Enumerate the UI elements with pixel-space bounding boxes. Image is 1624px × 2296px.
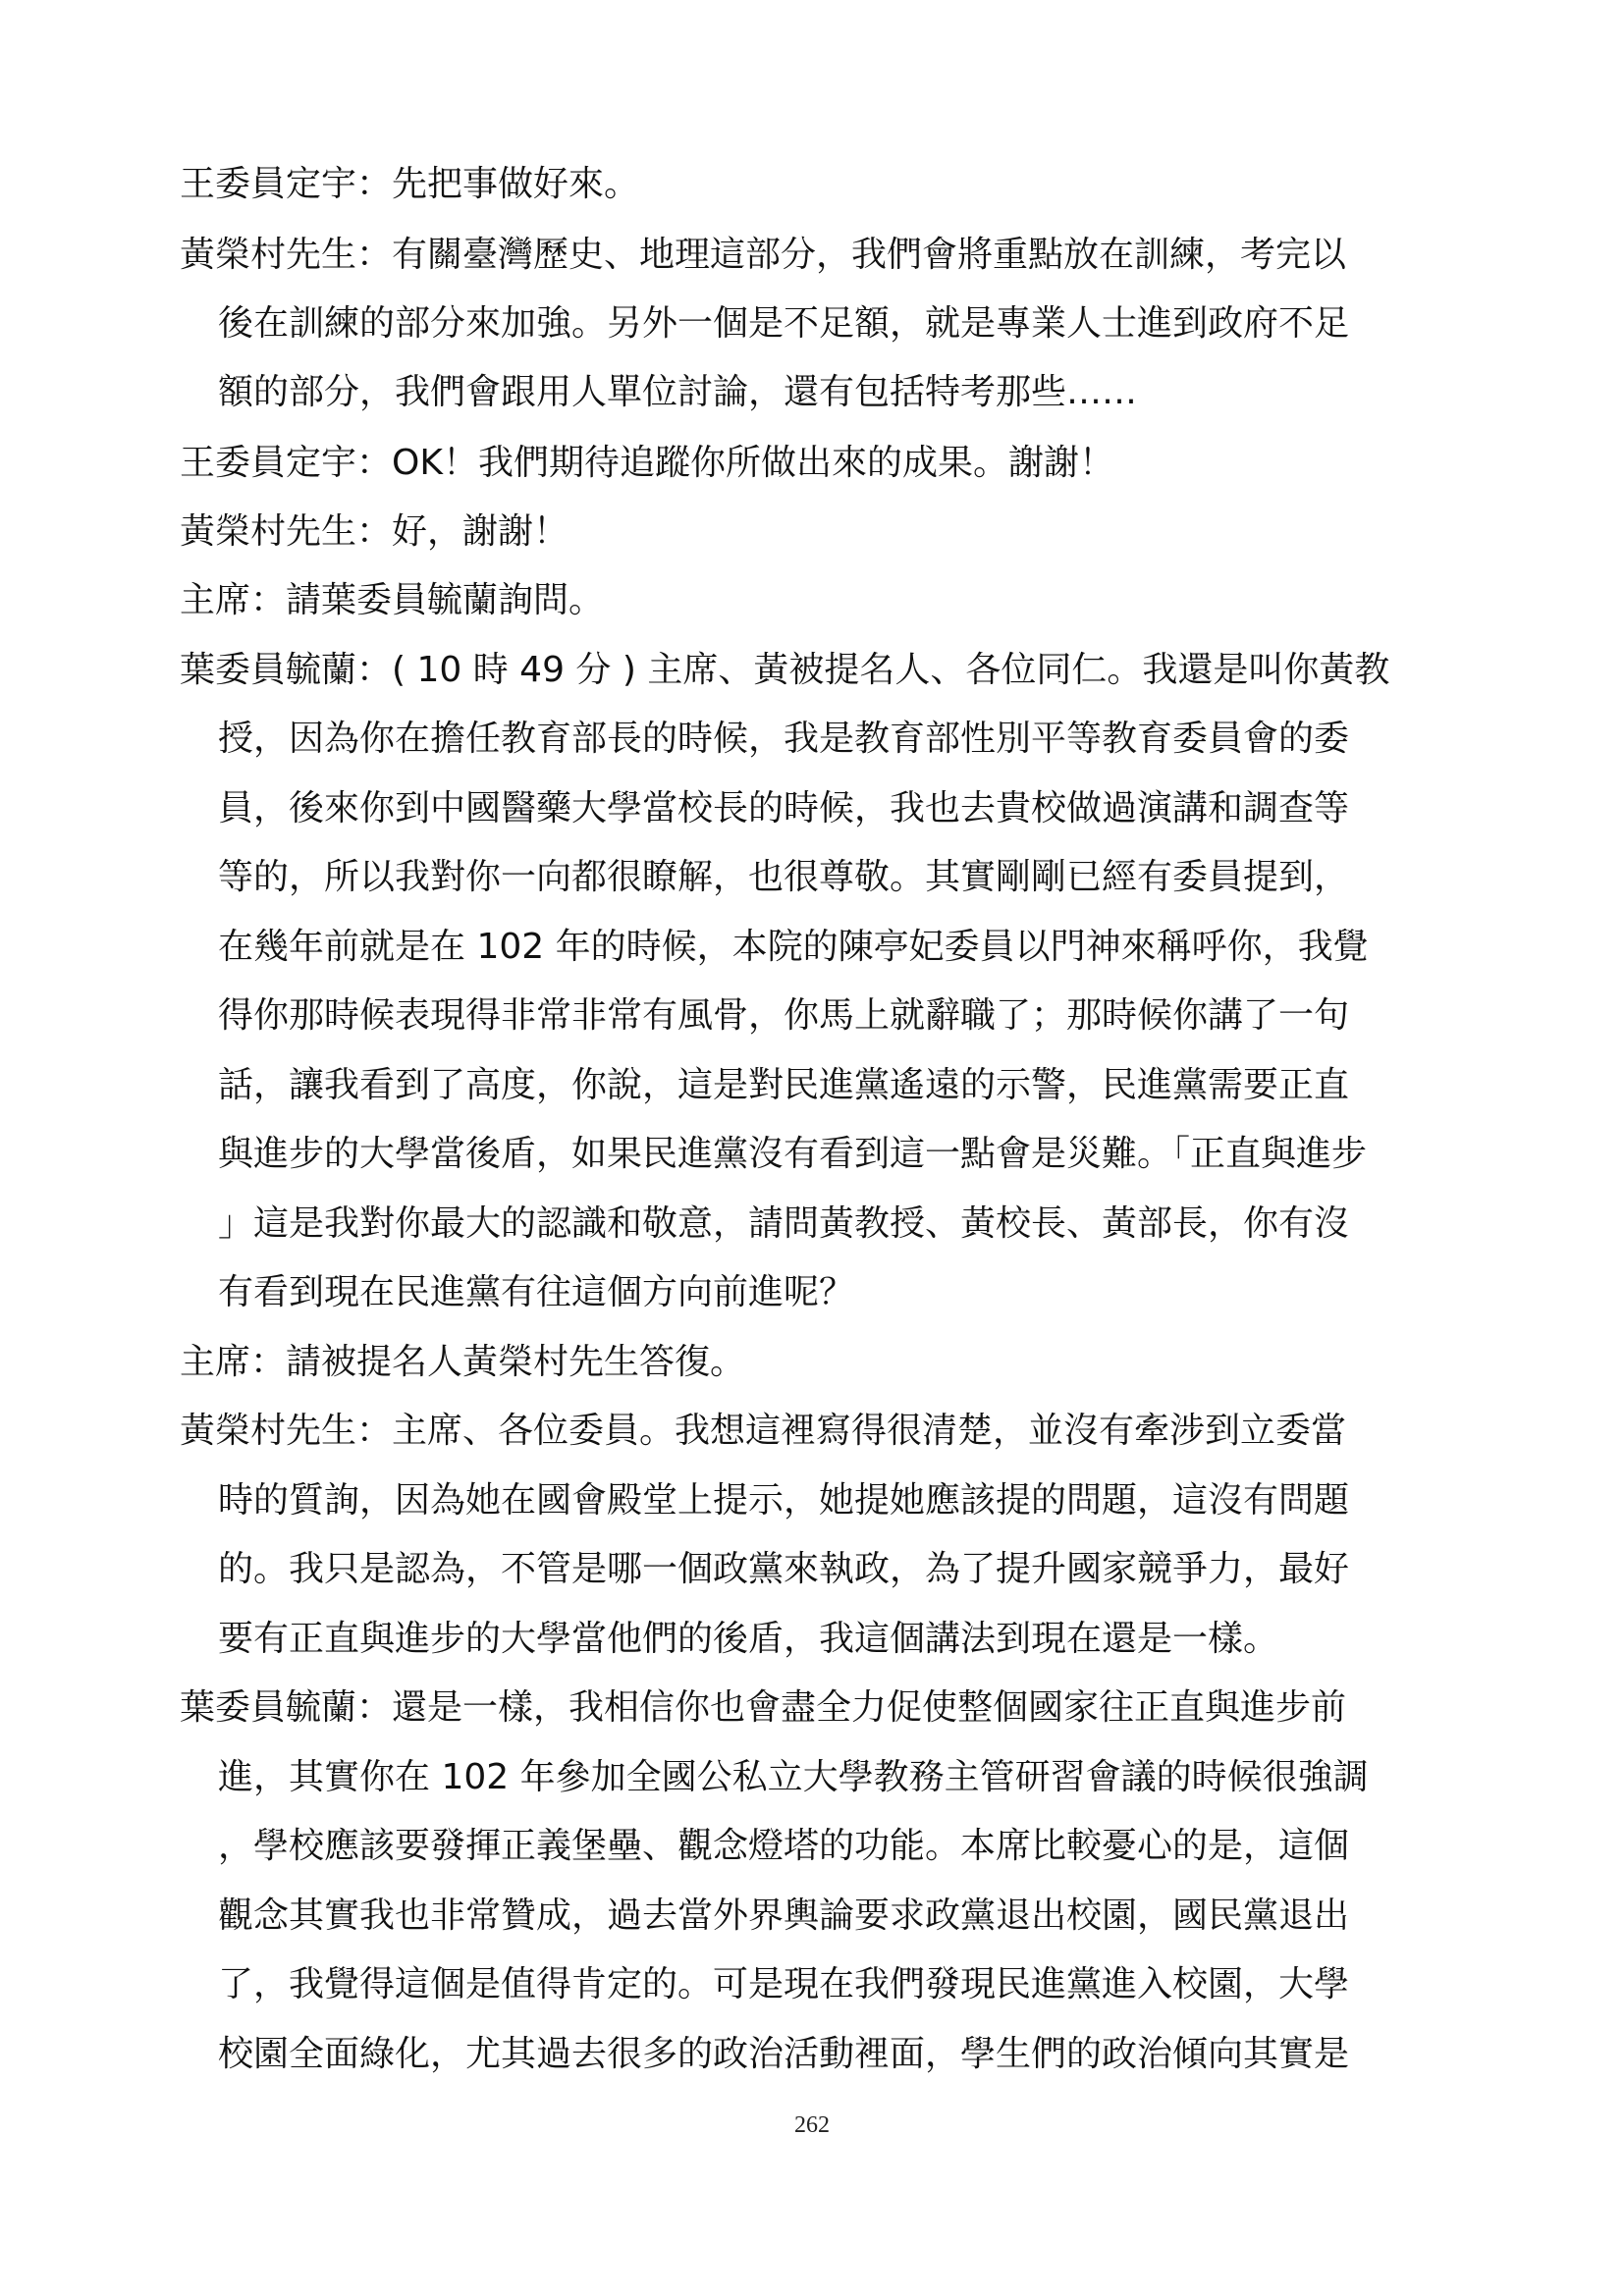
transcript-line: 黃榮村先生：好，謝謝！	[180, 511, 569, 552]
transcript-line: 王委員定宇：OK！我們期待追蹤你所做出來的成果。謝謝！	[180, 443, 1114, 483]
transcript-line: 葉委員毓蘭：還是一樣，我相信你也會盡全力促使整個國家往正直與進步前	[180, 1687, 1347, 1728]
transcript-line: 葉委員毓蘭：( 10 時 49 分 ) 主席、黃被提名人、各位同仁。我還是叫你黃教	[180, 650, 1390, 690]
transcript-line: 主席：請被提名人黃榮村先生答復。	[180, 1342, 746, 1382]
transcript-line: 黃榮村先生：有關臺灣歷史、地理這部分，我們會將重點放在訓練，考完以	[180, 235, 1347, 275]
transcript-line: 等的，所以我對你一向都很瞭解，也很尊敬。其實剛剛已經有委員提到，	[218, 857, 1350, 897]
transcript-line: 授，因為你在擔任教育部長的時候，我是教育部性別平等教育委員會的委	[218, 719, 1350, 759]
transcript-line: ，學校應該要發揮正義堡壘、觀念燈塔的功能。本席比較憂心的是，這個	[218, 1826, 1350, 1866]
transcript-line: 校園全面綠化，尤其過去很多的政治活動裡面，學生們的政治傾向其實是	[218, 2034, 1350, 2074]
page-number: 262	[794, 2112, 830, 2138]
transcript-line: 主席：請葉委員毓蘭詢問。	[180, 580, 605, 620]
transcript-line: 王委員定宇：先把事做好來。	[180, 164, 640, 204]
transcript-line: 得你那時候表現得非常非常有風骨，你馬上就辭職了；那時候你講了一句	[218, 995, 1350, 1036]
transcript-line: 觀念其實我也非常贊成，過去當外界輿論要求政黨退出校園，國民黨退出	[218, 1896, 1350, 1936]
transcript-line: 額的部分，我們會跟用人單位討論，還有包括特考那些……	[218, 372, 1138, 412]
transcript-line: 後在訓練的部分來加強。另外一個是不足額，就是專業人士進到政府不足	[218, 303, 1350, 344]
transcript-line: 時的質詢，因為她在國會殿堂上提示，她提她應該提的問題，這沒有問題	[218, 1480, 1350, 1521]
transcript-line: 有看到現在民進黨有往這個方向前進呢？	[218, 1272, 855, 1312]
transcript-line: 」這是我對你最大的認識和敬意，請問黃教授、黃校長、黃部長，你有沒	[218, 1203, 1350, 1244]
transcript-line: 的。我只是認為，不管是哪一個政黨來執政，為了提升國家競爭力，最好	[218, 1549, 1350, 1589]
transcript-line: 了，我覺得這個是值得肯定的。可是現在我們發現民進黨進入校園，大學	[218, 1964, 1350, 2004]
transcript-line: 話，讓我看到了高度，你說，這是對民進黨遙遠的示警，民進黨需要正直	[218, 1065, 1350, 1105]
transcript-line: 要有正直與進步的大學當他們的後盾，我這個講法到現在還是一樣。	[218, 1619, 1279, 1659]
transcript-line: 黃榮村先生：主席、各位委員。我想這裡寫得很清楚，並沒有牽涉到立委當	[180, 1411, 1347, 1451]
transcript-line: 員，後來你到中國醫藥大學當校長的時候，我也去貴校做過演講和調查等	[218, 788, 1350, 828]
transcript-line: 進，其實你在 102 年參加全國公私立大學教務主管研習會議的時候很強調	[218, 1757, 1369, 1797]
transcript-line: 與進步的大學當後盾，如果民進黨沒有看到這一點會是災難。「正直與進步	[218, 1134, 1368, 1174]
transcript-line: 在幾年前就是在 102 年的時候，本院的陳亭妃委員以門神來稱呼你，我覺	[218, 927, 1369, 967]
